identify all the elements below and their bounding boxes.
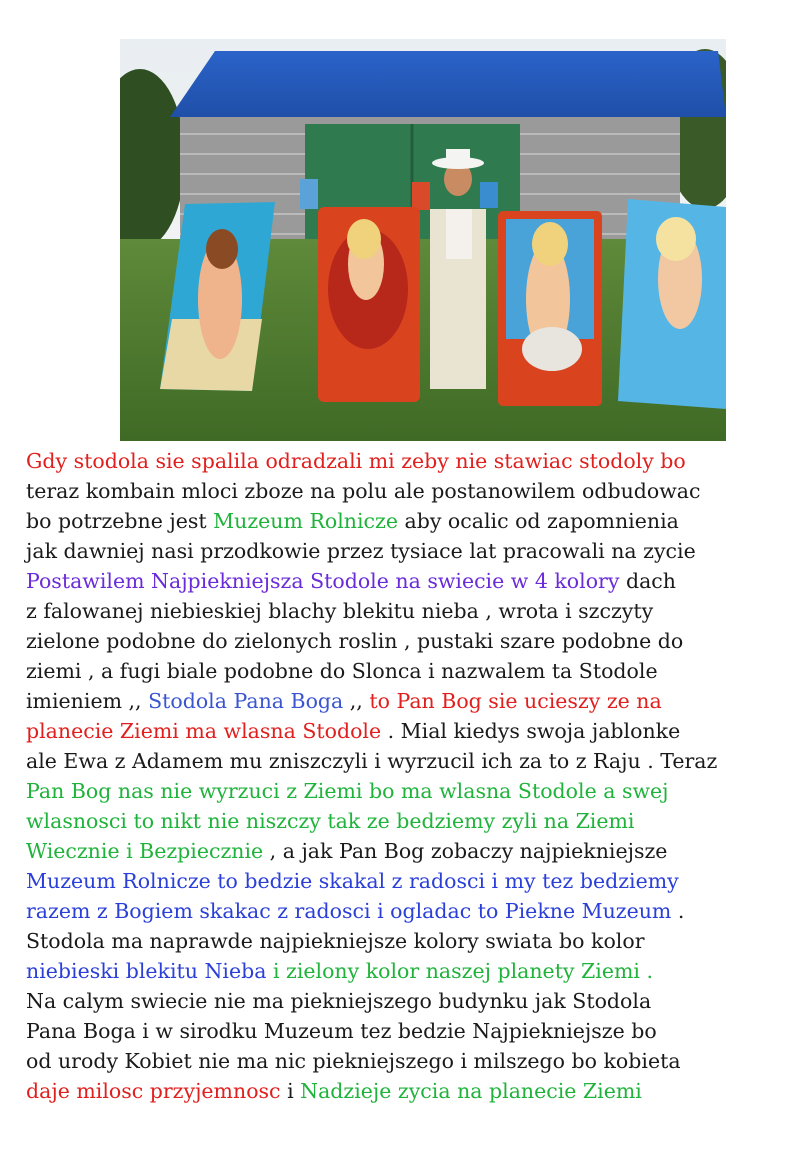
text-segment: ziemi , a fugi biale podobne do Slonca i nazwalem ta Stodole: [26, 659, 658, 683]
text-line: [26, 716, 786, 746]
text-segment: Na calym swiecie nie ma piekniejszego budynku jak Stodola: [26, 989, 652, 1013]
text-line: [26, 836, 786, 866]
text-line: [26, 446, 786, 476]
text-line: [26, 476, 786, 506]
text-line: [26, 956, 786, 986]
text-segment: .: [671, 899, 685, 923]
article-text: [26, 446, 786, 1106]
text-line: [26, 596, 786, 626]
text-line: [26, 806, 786, 836]
text-segment: teraz kombain mloci zboze na polu ale postanowilem odbudowac: [26, 479, 701, 503]
text-segment: Muzeum Rolnicze to bedzie skakal z radosci i my tez bedziemy: [26, 869, 679, 893]
barn-photo: [120, 39, 726, 441]
text-segment: z falowanej niebieskiej blachy blekitu nieba , wrota i szczyty: [26, 599, 654, 623]
text-line: [26, 1046, 786, 1076]
text-segment: Postawilem Najpiekniejsza Stodole na swiecie w 4 kolory: [26, 569, 620, 593]
text-segment: jak dawniej nasi przodkowie przez tysiace lat pracowali na zycie: [26, 539, 696, 563]
text-line: [26, 926, 786, 956]
text-segment: , a jak Pan Bog zobaczy najpiekniejsze: [263, 839, 668, 863]
text-segment: wlasnosci to nikt nie niszczy tak ze bedziemy zyli na Ziemi: [26, 809, 635, 833]
text-segment: i: [280, 1079, 301, 1103]
text-segment: bo potrzebne jest: [26, 509, 214, 533]
text-segment: Stodola Pana Boga: [148, 689, 344, 713]
text-segment: daje milosc przyjemnosc: [26, 1079, 281, 1103]
text-segment: Stodola ma naprawde najpiekniejsze kolory swiata bo kolor: [26, 929, 645, 953]
text-line: [26, 686, 786, 716]
text-segment: ,,: [343, 689, 370, 713]
text-segment: od urody Kobiet nie ma nic piekniejszego i milszego bo kobieta: [26, 1049, 681, 1073]
text-line: [26, 536, 786, 566]
text-line: [26, 1076, 786, 1106]
text-segment: Muzeum Rolnicze: [213, 509, 398, 533]
text-segment: dach: [619, 569, 676, 593]
text-line: [26, 656, 786, 686]
text-segment: razem z Bogiem skakac z radosci i ogladac to Piekne Muzeum: [26, 899, 672, 923]
text-line: [26, 896, 786, 926]
text-segment: Wiecznie i Bezpiecznie: [26, 839, 264, 863]
text-line: [26, 566, 786, 596]
text-line: [26, 746, 786, 776]
text-line: [26, 626, 786, 656]
text-segment: planecie Ziemi ma wlasna Stodole: [26, 719, 382, 743]
text-segment: . Mial kiedys swoja jablonke: [381, 719, 681, 743]
text-segment: niebieski blekitu Nieba: [26, 959, 267, 983]
text-segment: aby ocalic od zapomnienia: [397, 509, 679, 533]
text-segment: Nadzieje zycia na planecie Ziemi: [300, 1079, 642, 1103]
text-segment: Gdy stodola sie spalila odradzali mi zeby nie stawiac stodoly bo: [26, 449, 686, 473]
text-line: [26, 506, 786, 536]
barn-photo-icon: [120, 39, 726, 441]
text-segment: ale Ewa z Adamem mu zniszczyli i wyrzucil ich za to z Raju . Teraz: [26, 749, 718, 773]
text-segment: zielone podobne do zielonych roslin , pustaki szare podobne do: [26, 629, 684, 653]
text-line: [26, 1016, 786, 1046]
text-segment: to Pan Bog sie ucieszy ze na: [369, 689, 662, 713]
text-segment: i zielony kolor naszej planety Ziemi .: [272, 959, 653, 983]
text-segment: imieniem ,,: [26, 689, 149, 713]
text-segment: Pana Boga i w sirodku Muzeum tez bedzie Najpiekniejsze bo: [26, 1019, 657, 1043]
text-line: [26, 776, 786, 806]
text-segment: Pan Bog nas nie wyrzuci z Ziemi bo ma wlasna Stodole a swej: [26, 779, 669, 803]
text-line: [26, 866, 786, 896]
text-line: [26, 986, 786, 1016]
